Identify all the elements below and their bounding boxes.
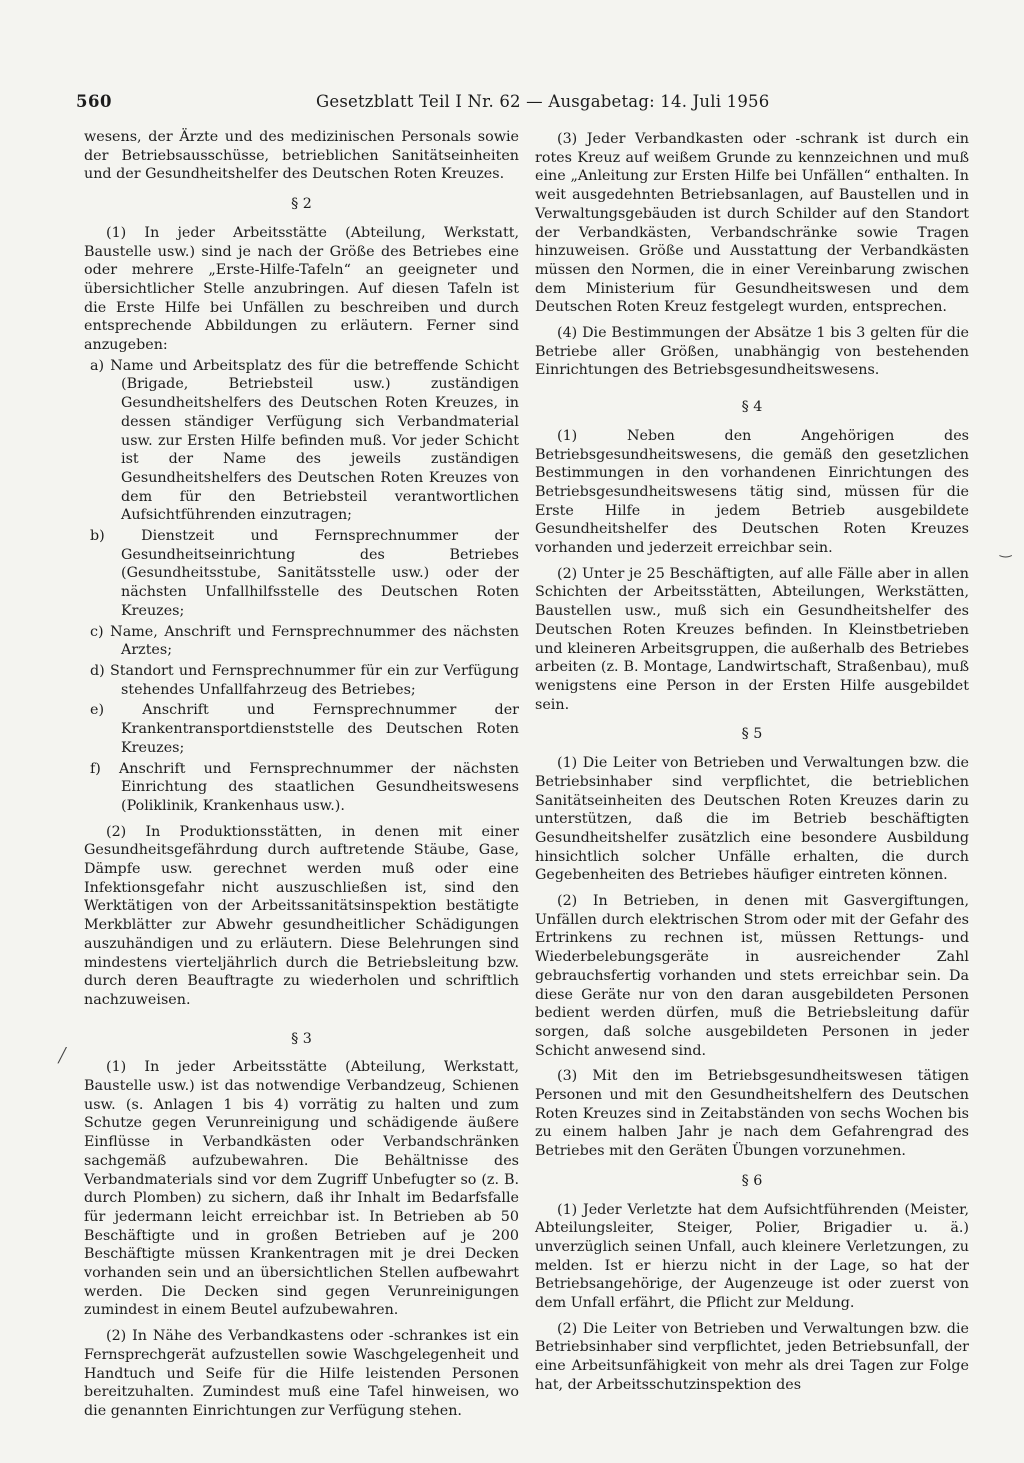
left-column [84, 128, 519, 1421]
running-title: Gesetzblatt Teil I Nr. 62 — Ausgabetag: 14. Juli 1956 [316, 92, 770, 111]
paragraph: (1) Jeder Verletzte hat dem Aufsichtführenden (Meister, Abteilungsleiter, Steiger, Polier, Brigadier u. ä.) unverzüglich seinen Unfall, auch kleinere Verletzungen, zu melden. Ist er hierzu nicht in der Lage, so hat der Betriebsangehörige, der Augenzeuge ist oder zuerst von dem Unfall erfährt, die Pflicht zur Meldung. [535, 1201, 969, 1312]
paragraph: (1) Die Leiter von Betrieben und Verwaltungen bzw. die Betriebsinhaber sind verpflichtet, die betrieblichen Sanitätseinheiten des Deutschen Roten Kreuzes darin zu unterstützen, daß die im Betrieb beschäftigten Gesundheitshelfer zusätzlich eine besondere Ausbildung hinsichtlich solcher Unfälle erhalten, die durch Gegebenheiten des Betriebes häufiger eintreten können. [535, 755, 969, 884]
page-header [76, 92, 971, 114]
paragraph: (3) Jeder Verbandkasten oder -schrank ist durch ein rotes Kreuz auf weißem Grunde zu kennzeichnen und muß eine „Anleitung zur Ersten Hilfe bei Unfällen“ enthalten. In weit ausgedehnten Betriebsanlagen, auf Baustellen und in Verwaltungsgebäuden ist durch Schilder auf den Standort der Verbandkästen, Verbandschränke sowie Tragen hinzuweisen. Größe und Ausstattung der Verbandkästen müssen den Normen, die in einer Vereinbarung zwischen dem Ministerium für Gesundheitswesen und dem Deutschen Roten Kreuz festgelegt wurden, entsprechen. [535, 131, 969, 316]
paragraph: (2) Unter je 25 Beschäftigten, auf alle Fälle aber in allen Schichten der Arbeitsstätten, Abteilungen, Werkstätten, Baustellen usw., muß sich ein Gesundheitshelfer des Deutschen Roten Kreuzes befinden. In Kleinstbetrieben und kleineren Arbeitsgruppen, die außerhalb des Betriebes arbeiten (z. B. Montage, Landwirtschaft, Straßenbau), muß wenigstens eine Person in der Ersten Hilfe ausgebildet sein. [535, 565, 969, 713]
right-column [535, 130, 969, 1395]
list-item: f) Anschrift und Fernsprechnummer der nächsten Einrichtung des staatlichen Gesundheitswesens (Poliklinik, Krankenhaus usw.). [90, 760, 519, 814]
paragraph: (2) Die Leiter von Betrieben und Verwaltungen bzw. die Betriebsinhaber sind verpflichtet, jeden Betriebsunfall, der eine Arbeitsunfähigkeit von mehr als drei Tagen zur Folge hat, der Arbeitsschutzinspektion des [535, 1320, 969, 1393]
margin-dash-mark: ‿ [1000, 542, 1012, 558]
paragraph: (1) Neben den Angehörigen des Betriebsgesundheitswesens, die gemäß den gesetzlichen Bestimmungen in den vorhandenen Einrichtungen des Betriebsgesundheitswesens tätig sind, müssen für die Erste Hilfe in jedem Betrieb ausgebildete Gesundheitshelfer des Deutschen Roten Kreuzes vorhanden und jederzeit erreichbar sein. [535, 427, 969, 557]
section-heading: § 4 [741, 399, 763, 416]
paragraph: (2) In Nähe des Verbandkastens oder -schrankes ist ein Fernsprechgerät aufzustellen sowie Waschgelegenheit und Handtuch und Seife für die Hilfe leistenden Personen bereitzuhalten. Zumindest muß eine Tafel hinweisen, wo die genannten Einrichtungen zur Verfügung stehen. [84, 1328, 519, 1419]
paragraph: (1) In jeder Arbeitsstätte (Abteilung, Werkstatt, Baustelle usw.) sind je nach der Größe des Betriebes eine oder mehrere „Erste-Hilfe-Tafeln“ an geeigneter und übersichtlicher Stelle anzubringen. Auf diesen Tafeln ist die Erste Hilfe bei Unfällen zu beschreiben und durch entsprechende Abbildungen zu erläutern. Ferner sind anzugeben: [84, 224, 519, 354]
page-number: 560 [76, 92, 112, 111]
paragraph: (2) In Betrieben, in denen mit Gasvergiftungen, Unfällen durch elektrischen Strom oder mit der Gefahr des Ertrinkens zu rechnen ist, müssen Rettungs- und Wiederbelebungsgeräte in ausreichender Zahl gebrauchsfertig vorhanden und stets erreichbar sein. Da diese Geräte nur von den daran ausgebildeten Personen bedient werden dürfen, muß die Betriebsleitung dafür sorgen, daß solche ausgebildeten Personen in jeder Schicht anwesend sind. [535, 893, 969, 1059]
paragraph: wesens, der Ärzte und des medizinischen Personals sowie der Betriebsausschüsse, betrieblichen Sanitätseinheiten und der Gesundheitshelfer des Deutschen Roten Kreuzes. [84, 129, 519, 183]
list-item: a) Name und Arbeitsplatz des für die betreffende Schicht (Brigade, Betriebsteil usw.) zuständigen Gesundheitshelfers des Deutschen Roten Kreuzes, in dessen ständiger Verfügung sich Verbandmaterial usw. zur Ersten Hilfe befinden muß. Vor jeder Schicht ist der Name des jeweils zuständigen Gesundheitshelfers des Deutschen Roten Kreuzes von dem für den Betriebsteil verantwortlichen Aufsichtführenden einzutragen; [90, 357, 519, 524]
section-heading: § 3 [291, 1030, 312, 1047]
list-item: d) Standort und Fernsprechnummer für ein zur Verfügung stehendes Unfallfahrzeug des Betriebes; [90, 662, 519, 698]
margin-stroke-mark: ╱ [58, 1048, 67, 1064]
section-heading: § 5 [741, 726, 763, 743]
section-heading: § 2 [291, 196, 312, 213]
paragraph: (1) In jeder Arbeitsstätte (Abteilung, Werkstatt, Baustelle usw.) ist das notwendige Verbandzeug, Schienen usw. (s. Anlagen 1 bis 4) vorrätig zu halten und zum Schutze gegen Verunreinigung und schädigende äußere Einflüsse in Verbandkästen oder Verbandschränken sachgemäß aufzubewahren. Die Behältnisse des Verbandmaterials sind vor dem Zugriff Unbefugter so (z. B. durch Plomben) zu sichern, daß ihr Inhalt im Bedarfsfalle für jedermann leicht erreichbar ist. In Betrieben ab 50 Beschäftigte und in großen Betrieben auf je 200 Beschäftigte müssen Krankentragen mit je drei Decken vorhanden sein und an übersichtlichen Stellen aufbewahrt werden. Die Decken sind gegen Verunreinigungen zumindest in einem Beutel aufzubewahren. [84, 1059, 519, 1319]
paragraph: (3) Mit den im Betriebsgesundheitswesen tätigen Personen und mit den Gesundheitshelfern des Deutschen Roten Kreuzes sind in Zeitabständen von sechs Wochen bis zu einem halben Jahr je nach dem Gefahrengrad des Betriebes mit den Geräten Übungen vorzunehmen. [535, 1068, 969, 1160]
list-item: e) Anschrift und Fernsprechnummer der Krankentransportdienststelle des Deutschen Roten Kreuzes; [90, 702, 519, 756]
list-item: c) Name, Anschrift und Fernsprechnummer des nächsten Arztes; [90, 623, 519, 659]
list-item: b) Dienstzeit und Fernsprechnummer der Gesundheitseinrichtung des Betriebes (Gesundheitsstube, Sanitätsstelle usw.) oder der nächsten Unfallhilfsstelle des Deutschen Roten Kreuzes; [90, 528, 519, 619]
paragraph: (2) In Produktionsstätten, in denen mit einer Gesundheitsgefährdung durch auftretende Stäube, Gase, Dämpfe usw. gerechnet werden muß oder eine Infektionsgefahr nicht auszuschließen ist, sind den Werktätigen von der Arbeitssanitätsinspektion bestätigte Merkblätter zur Abwehr gesundheitlicher Schädigungen auszuhändigen und zu erläutern. Diese Belehrungen sind mindestens vierteljährlich durch die Betriebsleitung bzw. durch deren Beauftragte zu wiederholen und schriftlich nachzuweisen. [84, 823, 519, 1008]
paragraph: (4) Die Bestimmungen der Absätze 1 bis 3 gelten für die Betriebe aller Größen, unabhängig von bestehenden Einrichtungen des Betriebsgesundheitswesens. [535, 325, 969, 379]
enumerated-list [84, 357, 519, 816]
section-heading: § 6 [741, 1172, 763, 1189]
